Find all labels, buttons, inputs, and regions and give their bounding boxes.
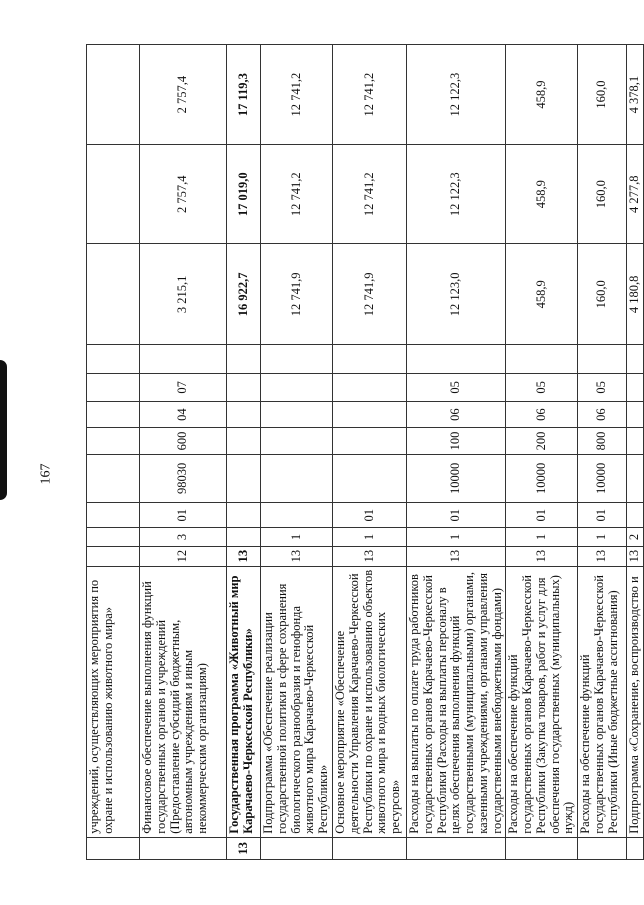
cell-c6 — [227, 402, 261, 428]
cell-c2 — [87, 528, 140, 546]
cell-name: Основное мероприятие «Обеспечение деятельности Управления Карачаево-Черкесской Республики по охране и использованию объектов животного мира и водных биологических ресурсов» — [333, 566, 407, 837]
cell-v2: 12 741,2 — [333, 145, 407, 244]
page-edge-shadow — [0, 360, 7, 500]
cell-v1: 12 741,9 — [333, 244, 407, 345]
budget-table — [86, 44, 644, 860]
table-row — [140, 45, 227, 860]
cell-c8 — [407, 345, 506, 373]
cell-v3: 160,0 — [578, 45, 627, 145]
cell-name: Расходы на выплаты по оплате труда работников государственных органов Карачаево-Черкесской Республики (Расходы на выплаты персоналу в целях обеспечения выполнения функций государственными (муниципальными) органами, казенными учреждениями, органами управления государственными внебюджетными фондами) — [407, 566, 506, 837]
cell-c6: 06 — [407, 402, 506, 428]
cell-c4: 10000 — [506, 454, 578, 503]
cell-c3 — [261, 503, 333, 528]
cell-c8 — [261, 345, 333, 373]
cell-name: Финансовое обеспечение выполнения функций государственных органов и учреждений (Предоставление субсидий бюджетным, автономным учреждениям и иным некоммерческим организациям) — [140, 566, 227, 837]
cell-c2: 1 — [578, 528, 627, 546]
cell-c8 — [578, 345, 627, 373]
cell-c5 — [87, 428, 140, 454]
cell-c2: 1 — [261, 528, 333, 546]
cell-c8 — [627, 345, 644, 373]
cell-c2 — [227, 528, 261, 546]
cell-c7 — [227, 373, 261, 401]
cell-num: 13 — [227, 837, 261, 859]
cell-c6: 06 — [506, 402, 578, 428]
table-row — [87, 45, 140, 860]
cell-name: Государственная программа «Животный мир Карачаево-Черкесской Республики» — [227, 566, 261, 837]
cell-v2: 17 019,0 — [227, 145, 261, 244]
cell-c5 — [333, 428, 407, 454]
table-row — [407, 45, 506, 860]
cell-c2: 1 — [333, 528, 407, 546]
cell-c8 — [87, 345, 140, 373]
cell-c3: 01 — [407, 503, 506, 528]
cell-name: учреждений, осуществляющих мероприятия по охране и использованию животного мира» — [87, 566, 140, 837]
cell-v3: 458,9 — [506, 45, 578, 145]
cell-c7 — [261, 373, 333, 401]
cell-c1: 12 — [140, 546, 227, 566]
cell-name: Подпрограмма «Обеспечение реализации государственной политики в сфере сохранения биологического разнообразия и генофонда животного мира Карачаево-Черкесской Республики» — [261, 566, 333, 837]
cell-c2: 3 — [140, 528, 227, 546]
cell-v2: 12 741,2 — [261, 145, 333, 244]
cell-v1: 12 741,9 — [261, 244, 333, 345]
cell-c3 — [227, 503, 261, 528]
cell-c1 — [87, 546, 140, 566]
cell-v1 — [87, 244, 140, 345]
cell-c3 — [87, 503, 140, 528]
cell-v3: 4 378,1 — [627, 45, 644, 145]
cell-c8 — [506, 345, 578, 373]
cell-c1: 13 — [578, 546, 627, 566]
cell-c1: 13 — [627, 546, 644, 566]
cell-c3: 01 — [578, 503, 627, 528]
cell-c8 — [140, 345, 227, 373]
cell-num — [87, 837, 140, 859]
cell-c2: 1 — [506, 528, 578, 546]
cell-v3 — [87, 45, 140, 145]
cell-v2: 160,0 — [578, 145, 627, 244]
rotated-table-container — [86, 44, 642, 860]
cell-c4 — [261, 454, 333, 503]
cell-c7 — [333, 373, 407, 401]
cell-c1: 13 — [227, 546, 261, 566]
cell-num — [407, 837, 506, 859]
cell-c8 — [333, 345, 407, 373]
cell-c3: 01 — [140, 503, 227, 528]
cell-v1: 3 215,1 — [140, 244, 227, 345]
cell-c5 — [261, 428, 333, 454]
cell-v3: 12 122,3 — [407, 45, 506, 145]
cell-num — [506, 837, 578, 859]
cell-v2: 12 122,3 — [407, 145, 506, 244]
table-row — [506, 45, 578, 860]
cell-v1: 458,9 — [506, 244, 578, 345]
table-row — [227, 45, 261, 860]
cell-c6: 06 — [578, 402, 627, 428]
cell-c7: 05 — [407, 373, 506, 401]
cell-c2: 2 — [627, 528, 644, 546]
cell-c4: 10000 — [407, 454, 506, 503]
cell-c3 — [627, 503, 644, 528]
cell-c3: 01 — [333, 503, 407, 528]
cell-num — [140, 837, 227, 859]
cell-v3: 12 741,2 — [261, 45, 333, 145]
cell-v2: 458,9 — [506, 145, 578, 244]
cell-num — [627, 837, 644, 859]
cell-c5 — [227, 428, 261, 454]
cell-c5 — [627, 428, 644, 454]
cell-c5: 200 — [506, 428, 578, 454]
cell-c1: 13 — [261, 546, 333, 566]
table-row — [627, 45, 644, 860]
cell-c4 — [627, 454, 644, 503]
cell-c6 — [261, 402, 333, 428]
cell-v3: 12 741,2 — [333, 45, 407, 145]
cell-c6 — [333, 402, 407, 428]
cell-num — [261, 837, 333, 859]
table-row — [578, 45, 627, 860]
budget-table-area — [86, 44, 642, 860]
table-row — [261, 45, 333, 860]
cell-c1: 13 — [333, 546, 407, 566]
cell-c7: 05 — [578, 373, 627, 401]
cell-num — [333, 837, 407, 859]
cell-c4: 98030 — [140, 454, 227, 503]
cell-c8 — [227, 345, 261, 373]
cell-c6: 04 — [140, 402, 227, 428]
cell-v1: 12 123,0 — [407, 244, 506, 345]
cell-v1: 4 180,8 — [627, 244, 644, 345]
cell-c1: 13 — [407, 546, 506, 566]
cell-v1: 160,0 — [578, 244, 627, 345]
cell-v3: 17 119,3 — [227, 45, 261, 145]
cell-name: Расходы на обеспечение функций государственных органов Карачаево-Черкесской Республики (Закупка товаров, работ и услуг для обеспечения государственных (муниципальных) нужд) — [506, 566, 578, 837]
cell-c6 — [627, 402, 644, 428]
cell-name: Расходы на обеспечение функций государственных органов Карачаево-Черкесской Республики (Иные бюджетные ассигнования) — [578, 566, 627, 837]
cell-v2 — [87, 145, 140, 244]
table-row — [333, 45, 407, 860]
cell-c7 — [627, 373, 644, 401]
cell-c4 — [87, 454, 140, 503]
cell-v1: 16 922,7 — [227, 244, 261, 345]
cell-c6 — [87, 402, 140, 428]
cell-c5: 600 — [140, 428, 227, 454]
cell-c5: 100 — [407, 428, 506, 454]
cell-c7 — [87, 373, 140, 401]
cell-c7: 07 — [140, 373, 227, 401]
cell-v2: 4 277,8 — [627, 145, 644, 244]
cell-c5: 800 — [578, 428, 627, 454]
cell-c1: 13 — [506, 546, 578, 566]
cell-c3: 01 — [506, 503, 578, 528]
cell-c7: 05 — [506, 373, 578, 401]
cell-name: Подпрограмма «Сохранение, воспроизводство и — [627, 566, 644, 837]
page-number: 167 — [38, 463, 54, 485]
cell-v3: 2 757,4 — [140, 45, 227, 145]
cell-v2: 2 757,4 — [140, 145, 227, 244]
cell-c4: 10000 — [578, 454, 627, 503]
cell-c4 — [333, 454, 407, 503]
cell-c2: 1 — [407, 528, 506, 546]
cell-c4 — [227, 454, 261, 503]
cell-num — [578, 837, 627, 859]
